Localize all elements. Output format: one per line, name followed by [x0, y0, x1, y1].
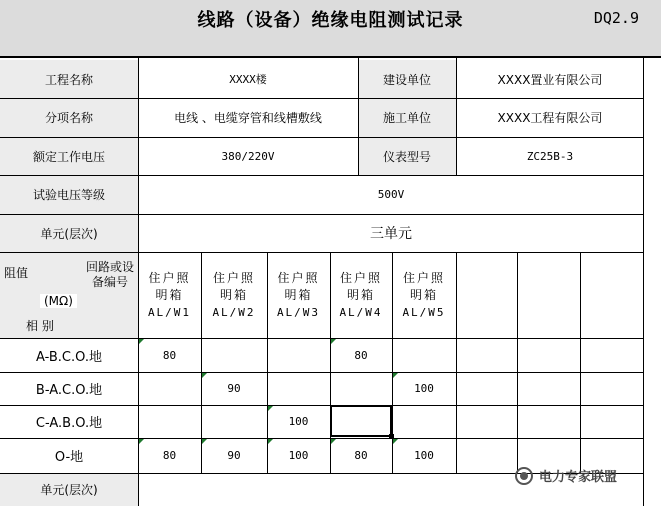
phase-row-3: C-A.B.O.地: [35, 416, 103, 431]
form-code: DQ2.9: [593, 9, 639, 27]
cell-r1-c4[interactable]: 80: [354, 348, 368, 362]
test-voltage-value[interactable]: 500V: [377, 188, 405, 201]
phase-label: 相 别: [26, 319, 54, 333]
wechat-icon: [515, 467, 533, 485]
test-voltage-label: 试验电压等级: [0, 175, 138, 214]
unit-mohm-label: (MΩ): [40, 294, 77, 308]
unit-label: 单元(层次): [0, 214, 138, 252]
watermark: [515, 466, 617, 485]
cell-r1-c5[interactable]: [392, 338, 456, 372]
meter-label: 仪表型号: [358, 137, 456, 175]
page-title: 线路（设备）绝缘电阻测试记录: [197, 10, 464, 31]
unit-value[interactable]: 三单元: [370, 226, 412, 242]
subitem-value[interactable]: 电线 、电缆穿管和线槽敷线: [174, 111, 322, 125]
project-name-label: 工程名称: [0, 60, 138, 98]
cell-r2-c4[interactable]: [330, 372, 392, 405]
phase-row-4: O-地: [54, 450, 84, 465]
meter-value[interactable]: ZC25B-3: [526, 149, 574, 163]
contractor-label: 施工单位: [358, 98, 456, 137]
title-bar: [0, 0, 661, 58]
subitem-label: 分项名称: [0, 98, 138, 137]
column-header-3: 住户照 明箱 AL/W3: [276, 270, 321, 319]
cell-r4-c2[interactable]: 90: [227, 449, 241, 462]
column-header-5: 住户照 明箱 AL/W5: [402, 270, 446, 319]
phase-row-1: A-B.C.O.地: [36, 349, 102, 365]
cell-r4-c3[interactable]: 100: [288, 449, 309, 462]
cell-r2-c5[interactable]: 100: [414, 382, 434, 395]
cell-r4-c4[interactable]: 80: [354, 449, 368, 462]
column-header-4: 住户照 明箱 AL/W4: [339, 270, 383, 319]
equip-no-label: 备编号: [92, 275, 129, 289]
builder-value[interactable]: XXXX置业有限公司: [497, 72, 603, 87]
builder-label: 建设单位: [358, 60, 456, 98]
resistance-label: 阻值: [4, 266, 29, 280]
cell-r3-c2[interactable]: [201, 405, 267, 438]
cell-r1-c2[interactable]: [201, 338, 267, 372]
cell-r2-c3[interactable]: [267, 372, 330, 405]
column-header-1: 住户照 明箱 AL/W1: [147, 270, 192, 319]
cell-r1-c3[interactable]: [267, 338, 330, 372]
cell-r4-c5[interactable]: 100: [414, 449, 434, 462]
unit-label-2: 单元(层次): [0, 473, 138, 506]
cell-r3-c5[interactable]: [392, 405, 456, 438]
voltage-value[interactable]: 380/220V: [221, 149, 275, 163]
cell-r2-c2[interactable]: 90: [227, 382, 241, 395]
project-name-value[interactable]: XXXX楼: [229, 73, 267, 86]
circuit-label: 回路或设: [86, 260, 135, 274]
cell-r4-c1[interactable]: 80: [162, 449, 177, 462]
contractor-value[interactable]: XXXX工程有限公司: [497, 111, 603, 125]
phase-row-2: B-A.C.O.地: [35, 383, 103, 398]
cell-r2-c1[interactable]: [138, 372, 201, 405]
fill-handle[interactable]: [389, 434, 394, 439]
column-header-2: 住户照 明箱 AL/W2: [212, 270, 256, 319]
selected-cell-outline[interactable]: [330, 405, 392, 437]
cell-r1-c1[interactable]: 80: [162, 348, 177, 362]
watermark-text: 电力专家联盟: [539, 470, 618, 485]
voltage-label: 额定工作电压: [0, 137, 138, 175]
cell-r3-c1[interactable]: [138, 405, 201, 438]
cell-r3-c3[interactable]: 100: [288, 415, 309, 428]
